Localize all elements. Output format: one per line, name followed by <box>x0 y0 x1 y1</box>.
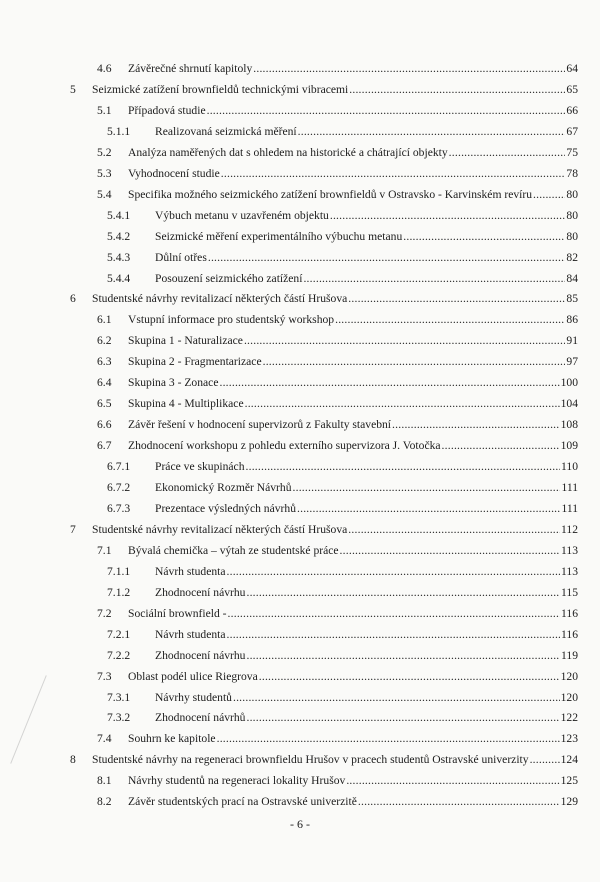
toc-entry <box>0 331 600 351</box>
toc-entry-number: 7.1 <box>97 543 112 557</box>
toc-entry-page: 122 <box>560 711 578 725</box>
toc-entry-number: 7.1.1 <box>107 564 131 578</box>
toc-entry-title: Skupina 1 - Naturalizace <box>128 334 243 348</box>
toc-entry-body <box>128 729 578 749</box>
toc-entry <box>0 373 600 393</box>
toc-entry-page: 119 <box>561 648 578 662</box>
toc-dot-leader <box>335 310 565 330</box>
toc-entry-number: 6.6 <box>97 418 112 432</box>
toc-entry-body <box>128 310 578 330</box>
toc-entry-page: 112 <box>561 522 578 536</box>
toc-dot-leader <box>246 583 560 603</box>
toc-entry-number: 6.5 <box>97 397 112 411</box>
toc-entry-number: 7.3 <box>97 669 112 683</box>
toc-entry-body <box>155 708 578 728</box>
toc-entry <box>0 457 600 477</box>
toc-entry-number: 6.2 <box>97 334 112 348</box>
toc-entry-page: 116 <box>561 627 578 641</box>
toc-entry-page: 66 <box>566 103 578 117</box>
toc-entry-body <box>128 604 578 624</box>
toc-entry-body <box>155 457 578 477</box>
toc-entry-body <box>128 373 578 393</box>
toc-entry <box>0 310 600 330</box>
toc-entry <box>0 269 600 289</box>
toc-entry <box>0 143 600 163</box>
toc-entry <box>0 771 600 791</box>
toc-entry-title: Návrhy studentů <box>155 690 232 704</box>
toc-entry-number: 7.3.1 <box>107 690 131 704</box>
toc-entry-number: 8.2 <box>97 795 112 809</box>
toc-entry-page: 116 <box>561 606 578 620</box>
toc-entry-body <box>128 331 578 351</box>
toc-entry-body <box>155 583 578 603</box>
toc-entry-title: Ekonomický Rozměr Návrhů <box>155 481 292 494</box>
toc-dot-leader <box>392 415 560 435</box>
toc-entry-page: 113 <box>561 543 578 557</box>
toc-entry-body <box>128 436 578 456</box>
toc-dot-leader <box>303 269 565 289</box>
toc-entry <box>0 625 600 645</box>
toc-dot-leader <box>297 499 560 519</box>
toc-entry-body <box>155 688 578 708</box>
toc-entry-title: Studentské návrhy na regeneraci brownfieldu Hrušov v pracech studentů Ostravské univerzity <box>92 753 529 767</box>
toc-entry-number: 4.6 <box>97 62 112 75</box>
toc-entry-number: 5.4 <box>97 187 112 201</box>
toc-entry-number: 7.2.2 <box>107 648 131 662</box>
toc-entry-number: 6.7.1 <box>107 460 131 474</box>
toc-dot-leader <box>227 562 561 582</box>
toc-entry-number: 5.2 <box>97 145 112 159</box>
toc-dot-leader <box>217 729 560 749</box>
toc-entry-number: 5.1.1 <box>107 124 131 138</box>
toc-entry-body <box>128 771 578 791</box>
toc-dot-leader <box>219 373 559 393</box>
toc-entry-title: Návrhy studentů na regeneraci lokality Hrušov <box>128 774 346 788</box>
toc-entry-page: 67 <box>566 124 578 138</box>
toc-entry-body <box>155 625 578 645</box>
toc-entry <box>0 604 600 624</box>
toc-entry-body <box>92 520 578 540</box>
toc-entry-number: 7.2 <box>97 606 112 620</box>
toc-dot-leader <box>228 604 561 624</box>
toc-entry <box>0 562 600 582</box>
toc-dot-leader <box>263 352 566 372</box>
toc-entry-body <box>155 499 578 519</box>
toc-entry <box>0 415 600 435</box>
toc-entry-number: 6 <box>70 292 76 306</box>
toc-entry <box>0 185 600 205</box>
toc-dot-leader <box>208 248 566 268</box>
toc-entry <box>0 227 600 247</box>
toc-entry-page: 111 <box>561 481 578 494</box>
toc-entry <box>0 708 600 728</box>
toc-entry-title: Posouzení seizmického zatížení <box>155 271 303 285</box>
toc-entry-title: Případová studie <box>128 103 206 117</box>
toc-entry-number: 5.4.2 <box>107 229 131 243</box>
toc-entry-title: Závěrečné shrnutí kapitoly <box>128 62 253 75</box>
toc-entry-page: 84 <box>566 271 578 285</box>
toc-entry-number: 5.3 <box>97 166 112 180</box>
toc-dot-leader <box>207 101 566 121</box>
toc-entry <box>0 164 600 184</box>
toc-dot-leader <box>246 457 561 477</box>
toc-entry-title: Prezentace výsledných návrhů <box>155 501 296 515</box>
toc-entry-number: 5.4.4 <box>107 271 131 285</box>
toc-dot-leader <box>259 667 560 687</box>
toc-entry <box>0 667 600 687</box>
toc-dot-leader <box>348 520 560 540</box>
toc-entry-title: Práce ve skupinách <box>155 460 245 474</box>
toc-entry-body <box>128 185 578 205</box>
toc-entry-body <box>128 164 578 184</box>
toc-entry-body <box>155 248 578 268</box>
toc-entry-page: 113 <box>561 564 578 578</box>
toc-dot-leader <box>349 80 565 100</box>
toc-entry-number: 5 <box>70 82 76 96</box>
toc-entry <box>0 394 600 414</box>
toc-entry-number: 6.1 <box>97 313 112 327</box>
toc-entry-title: Sociální brownfield - <box>128 606 227 620</box>
toc-dot-leader <box>246 646 560 666</box>
toc-entry-title: Studentské návrhy revitalizací některých částí Hrušova <box>92 522 348 536</box>
toc-entry-title: Návrh studenta <box>155 627 226 641</box>
toc-entry-body <box>128 394 578 414</box>
toc-dot-leader <box>253 59 565 79</box>
toc-entry <box>0 583 600 603</box>
toc-entry <box>0 792 600 812</box>
toc-entry <box>0 478 600 498</box>
toc-entry-title: Skupina 2 - Fragmentarizace <box>128 355 262 369</box>
toc-entry-title: Vstupní informace pro studentský workshop <box>128 313 335 327</box>
toc-entry-body <box>92 750 578 770</box>
toc-entry-title: Bývalá chemička – výtah ze studentské práce <box>128 543 339 557</box>
toc-entry-title: Vyhodnocení studie <box>128 166 220 180</box>
toc-entry-page: 80 <box>566 229 578 243</box>
toc-entry <box>0 206 600 226</box>
toc-entry-number: 7.2.1 <box>107 627 131 641</box>
toc-entry-number: 7.4 <box>97 732 112 746</box>
toc-entry-title: Zhodnocení návrhu <box>155 585 246 599</box>
toc-entry-body <box>155 122 578 142</box>
toc-entry-title: Souhrn ke kapitole <box>128 732 216 746</box>
page-number: - 6 - <box>290 817 310 831</box>
toc-entry-number: 8 <box>70 753 76 767</box>
toc-entry-page: 82 <box>566 250 578 264</box>
toc-entry-title: Skupina 4 - Multiplikace <box>128 397 244 411</box>
toc-entry-page: 91 <box>566 334 578 348</box>
toc-entry <box>0 101 600 121</box>
toc-entry <box>0 248 600 268</box>
toc-entry <box>0 122 600 142</box>
toc-entry <box>0 688 600 708</box>
toc-dot-leader <box>330 206 566 226</box>
toc-entry-page: 109 <box>560 439 578 453</box>
toc-entry-body <box>155 562 578 582</box>
toc-entry-page: 125 <box>560 774 578 788</box>
toc-entry-title: Návrh studenta <box>155 564 226 578</box>
toc-entry-number: 7 <box>70 522 76 536</box>
toc-entry-page: 80 <box>566 208 578 222</box>
toc-entry-number: 5.4.3 <box>107 250 131 264</box>
toc-entry-title: Specifika možného seizmického zatížení brownfieldů v Ostravsko - Karvinském revíru <box>128 187 533 201</box>
toc-entry-body <box>128 415 578 435</box>
toc-entry-body <box>155 478 578 498</box>
toc-entry-page: 124 <box>560 753 578 767</box>
toc-dot-leader <box>530 750 560 770</box>
toc-entry-title: Realizovaná seizmická měření <box>155 124 297 138</box>
toc-entry-page: 115 <box>561 585 578 599</box>
toc-entry <box>0 352 600 372</box>
toc-dot-leader <box>245 394 560 414</box>
toc-dot-leader <box>227 625 561 645</box>
toc-entry <box>0 750 600 770</box>
toc-entry-body <box>128 667 578 687</box>
toc-entry-page: 85 <box>566 292 578 306</box>
toc-dot-leader <box>449 143 566 163</box>
toc-entry-number: 6.4 <box>97 376 112 390</box>
toc-entry-title: Zhodnocení návrhu <box>155 648 246 662</box>
toc-entry-page: 86 <box>566 313 578 327</box>
toc-entry-body <box>128 792 578 812</box>
toc-entry-title: Zhodnocení workshopu z pohledu externího supervizora J. Votočka <box>128 439 441 453</box>
toc-dot-leader <box>233 688 560 708</box>
toc-entry-title: Analýza naměřených dat s ohledem na historické a chátrající objekty <box>128 145 448 159</box>
toc-entry-number: 7.3.2 <box>107 711 131 725</box>
toc-entry-number: 6.7.3 <box>107 501 131 515</box>
toc-dot-leader <box>346 771 559 791</box>
toc-entry-page: 65 <box>566 82 578 96</box>
toc-entry-title: Oblast podél ulice Riegrova <box>128 669 258 683</box>
toc-dot-leader <box>403 227 565 247</box>
toc-entry-page: 104 <box>560 397 578 411</box>
toc-dot-leader <box>358 792 560 812</box>
toc-entry <box>0 541 600 561</box>
toc-entry <box>0 520 600 540</box>
toc-entry-body <box>92 289 578 309</box>
toc-entry <box>0 59 600 79</box>
toc-dot-leader <box>293 478 561 498</box>
toc-entry-page: 100 <box>560 376 578 390</box>
toc-entry-title: Výbuch metanu v uzavřeném objektu <box>155 208 329 222</box>
toc-dot-leader <box>340 541 560 561</box>
toc-entry <box>0 729 600 749</box>
toc-entry <box>0 646 600 666</box>
toc-entry-title: Závěr studentských prací na Ostravské univerzitě <box>128 795 357 809</box>
toc-entry <box>0 289 600 309</box>
toc-entry-body <box>128 101 578 121</box>
toc-entry-page: 123 <box>560 732 578 746</box>
toc-entry-body <box>155 227 578 247</box>
toc-entry-page: 120 <box>560 669 578 683</box>
toc-entry-body <box>155 269 578 289</box>
toc-dot-leader <box>246 708 559 728</box>
toc-entry-number: 5.1 <box>97 103 112 117</box>
toc-entry-title: Zhodnocení návrhů <box>155 711 246 725</box>
toc-entry-title: Skupina 3 - Zonace <box>128 376 219 390</box>
toc-dot-leader <box>298 122 566 142</box>
toc-entry <box>0 436 600 456</box>
toc-entry-page: 78 <box>566 166 578 180</box>
toc-entry-title: Seizmické zatížení brownfieldů technickými vibracemi <box>92 82 349 96</box>
toc-entry-page: 110 <box>561 460 578 474</box>
toc-entry-body <box>128 59 578 79</box>
toc-entry <box>0 499 600 519</box>
toc-entry-page: 64 <box>566 62 578 75</box>
toc-entry-body <box>128 541 578 561</box>
toc-entry-number: 6.7 <box>97 439 112 453</box>
toc-entry-title: Studentské návrhy revitalizací některých částí Hrušova <box>92 292 348 306</box>
toc-entry-title: Seizmické měření experimentálního výbuchu metanu <box>155 229 403 243</box>
toc-entry-page: 111 <box>561 501 578 515</box>
toc-entry-page: 129 <box>560 795 578 809</box>
toc-entry-page: 75 <box>566 145 578 159</box>
toc-entry-page: 120 <box>560 690 578 704</box>
toc-dot-leader <box>348 289 565 309</box>
toc-entry-body <box>128 352 578 372</box>
toc-entry-page: 80 <box>566 187 578 201</box>
toc-entry-body <box>92 80 578 100</box>
toc-entry-page: 108 <box>560 418 578 432</box>
toc-entry-body <box>128 143 578 163</box>
toc-dot-leader <box>442 436 560 456</box>
toc-entry-page: 97 <box>566 355 578 369</box>
toc-entry-number: 7.1.2 <box>107 585 131 599</box>
toc-dot-leader <box>221 164 566 184</box>
toc-entry-number: 6.3 <box>97 355 112 369</box>
toc-entry-title: Důlní otřes <box>155 250 207 264</box>
toc-entry-number: 8.1 <box>97 774 112 788</box>
toc-dot-leader <box>244 331 565 351</box>
toc-entry-number: 6.7.2 <box>107 481 131 494</box>
toc-entry-number: 5.4.1 <box>107 208 131 222</box>
toc-dot-leader <box>533 185 565 205</box>
toc-entry-body <box>155 206 578 226</box>
toc-entry <box>0 80 600 100</box>
toc-entry-body <box>155 646 578 666</box>
toc-entry-title: Závěr řešení v hodnocení supervizorů z Fakulty stavební <box>128 418 392 432</box>
